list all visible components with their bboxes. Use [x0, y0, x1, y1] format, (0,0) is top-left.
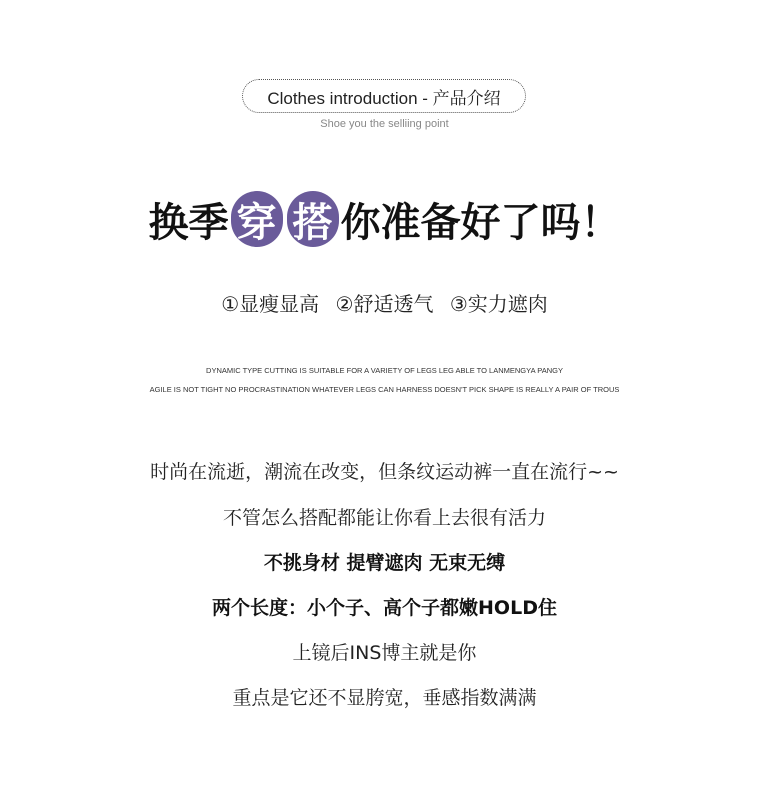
feature-item: ③实力遮肉: [449, 292, 548, 316]
description-line-2: 不管怎么搭配都能让你看上去很有活力: [222, 507, 546, 529]
description-line-5: 上镜后INS博主就是你: [292, 642, 477, 664]
feature-item: ①显瘦显高: [221, 292, 320, 316]
headline-after: 你准备好了吗！: [340, 199, 621, 246]
headline-highlight-1: 穿: [231, 191, 283, 247]
headline: [0, 188, 769, 250]
section-subtitle: Shoe you the selliing point: [320, 118, 449, 130]
description-line-3: 不挑身材 提臂遮肉 无束无缚: [263, 552, 506, 574]
feature-list: [0, 288, 769, 317]
description-line-4: 两个长度：小个子、高个子都嫩HOLD住: [212, 597, 557, 619]
english-line-1: DYNAMIC TYPE CUTTING IS SUITABLE FOR A VARIETY OF LEGS LEG ABLE TO LANMENGYA PANGY: [206, 366, 563, 375]
headline-before: 换季: [148, 199, 229, 246]
section-badge: [242, 79, 526, 113]
feature-item: ②舒适透气: [335, 292, 434, 316]
headline-highlight-2: 搭: [287, 191, 339, 247]
badge-text: Clothes introduction - 产品介绍: [267, 88, 501, 108]
description-line-1: 时尚在流逝，潮流在改变，但条纹运动裤一直在流行~~: [150, 461, 619, 483]
english-line-2: AGILE IS NOT TIGHT NO PROCRASTINATION WHATEVER LEGS CAN HARNESS DOESN'T PICK SHAPE IS REALLY A PAIR OF TROUS: [149, 385, 620, 394]
description-line-6: 重点是它还不显胯宽，垂感指数满满: [232, 687, 537, 709]
